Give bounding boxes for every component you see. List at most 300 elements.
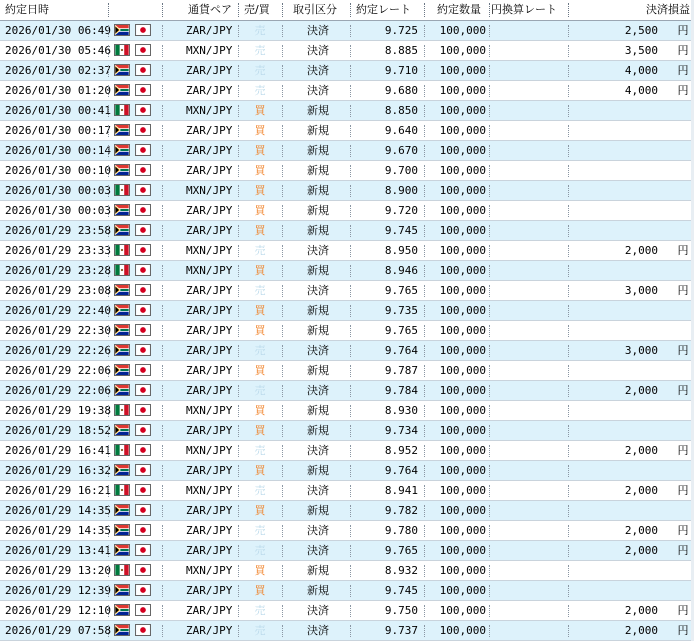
cell-side: 買: [254, 264, 266, 277]
cell-yen-unit: 円: [677, 484, 689, 497]
header-conv[interactable]: 円換算レート: [491, 3, 557, 16]
cell-qty: 100,000: [439, 24, 486, 37]
cell-flags: [112, 501, 158, 520]
cell-datetime: 2026/01/29 14:35: [5, 504, 111, 517]
cell-rate: 9.725: [384, 24, 418, 37]
table-row[interactable]: [0, 381, 694, 401]
cell-side: 売: [254, 524, 266, 537]
column-divider: [282, 245, 283, 257]
cell-pair: MXN/JPY: [186, 404, 233, 417]
column-divider: [162, 145, 163, 157]
table-row[interactable]: [0, 61, 694, 81]
cell-pair: MXN/JPY: [186, 44, 233, 57]
column-divider: [162, 185, 163, 197]
cell-yen-unit: [674, 121, 692, 140]
column-divider: [282, 585, 283, 597]
table-row[interactable]: [0, 601, 694, 621]
column-divider: [108, 305, 109, 317]
cell-pl: 3,000: [624, 344, 658, 357]
column-divider: [108, 245, 109, 257]
column-divider: [568, 145, 569, 157]
cell-pl: [580, 301, 658, 320]
cell-flags: [112, 621, 158, 640]
cell-flags: [112, 481, 158, 500]
column-divider: [424, 185, 425, 197]
table-row[interactable]: [0, 261, 694, 281]
cell-conv-rate: [492, 101, 572, 120]
south-africa-flag-icon: [114, 424, 130, 436]
cell-rate: 9.640: [384, 124, 418, 137]
column-divider: [282, 565, 283, 577]
cell-flags: [112, 201, 158, 220]
column-divider: [568, 305, 569, 317]
cell-yen-unit: 円: [677, 624, 689, 637]
cell-conv-rate: [492, 521, 572, 540]
column-divider: [282, 525, 283, 537]
cell-pair: ZAR/JPY: [186, 464, 233, 477]
table-row[interactable]: [0, 581, 694, 601]
column-divider: [108, 165, 109, 177]
table-row[interactable]: [0, 441, 694, 461]
column-divider: [282, 385, 283, 397]
cell-qty: 100,000: [439, 264, 486, 277]
column-divider: [424, 525, 425, 537]
column-divider: [282, 425, 283, 437]
cell-side: 買: [254, 564, 266, 577]
japan-flag-icon: [135, 124, 151, 136]
table-row[interactable]: [0, 521, 694, 541]
cell-kind: 新規: [307, 304, 329, 317]
south-africa-flag-icon: [114, 204, 130, 216]
column-divider[interactable]: [162, 3, 163, 17]
column-divider: [282, 265, 283, 277]
cell-side: 買: [254, 204, 266, 217]
south-africa-flag-icon: [114, 344, 130, 356]
cell-pl: 2,000: [624, 604, 658, 617]
cell-yen-unit: [674, 301, 692, 320]
mexico-flag-icon: [114, 564, 130, 576]
column-divider: [282, 545, 283, 557]
cell-qty: 100,000: [439, 564, 486, 577]
cell-rate: 8.885: [384, 44, 418, 57]
cell-yen-unit: 円: [677, 284, 689, 297]
table-row[interactable]: [0, 141, 694, 161]
mexico-flag-icon: [114, 44, 130, 56]
cell-kind: 決済: [307, 544, 329, 557]
table-row[interactable]: [0, 221, 694, 241]
cell-qty: 100,000: [439, 324, 486, 337]
cell-qty: 100,000: [439, 424, 486, 437]
cell-kind: 新規: [307, 124, 329, 137]
cell-side: 売: [254, 484, 266, 497]
cell-conv-rate: [492, 581, 572, 600]
cell-side: 買: [254, 424, 266, 437]
column-divider: [489, 545, 490, 557]
cell-rate: 8.941: [384, 484, 418, 497]
cell-flags: [112, 341, 158, 360]
cell-rate: 9.765: [384, 324, 418, 337]
column-divider: [350, 45, 351, 57]
column-divider: [162, 425, 163, 437]
cell-conv-rate: [492, 201, 572, 220]
column-divider: [282, 305, 283, 317]
header-rate[interactable]: 約定レート: [356, 3, 411, 16]
cell-yen-unit: 円: [677, 44, 689, 57]
column-divider: [424, 425, 425, 437]
column-divider: [238, 305, 239, 317]
japan-flag-icon: [135, 264, 151, 276]
japan-flag-icon: [135, 604, 151, 616]
cell-pair: ZAR/JPY: [186, 384, 233, 397]
column-divider: [424, 545, 425, 557]
table-row[interactable]: [0, 361, 694, 381]
cell-pair: ZAR/JPY: [186, 604, 233, 617]
cell-kind: 決済: [307, 604, 329, 617]
cell-flags: [112, 421, 158, 440]
table-row[interactable]: [0, 101, 694, 121]
column-divider: [282, 165, 283, 177]
column-divider[interactable]: [108, 3, 109, 17]
mexico-flag-icon: [114, 484, 130, 496]
column-divider[interactable]: [568, 3, 569, 17]
cell-yen-unit: [674, 421, 692, 440]
japan-flag-icon: [135, 504, 151, 516]
table-row[interactable]: [0, 421, 694, 441]
cell-pl: [580, 401, 658, 420]
cell-qty: 100,000: [439, 544, 486, 557]
cell-flags: [112, 601, 158, 620]
cell-pair: ZAR/JPY: [186, 24, 233, 37]
cell-datetime: 2026/01/30 00:14: [5, 144, 111, 157]
column-divider: [282, 145, 283, 157]
table-row[interactable]: [0, 541, 694, 561]
cell-kind: 新規: [307, 464, 329, 477]
cell-rate: 9.764: [384, 344, 418, 357]
column-divider: [238, 385, 239, 397]
table-row[interactable]: [0, 501, 694, 521]
table-row[interactable]: [0, 281, 694, 301]
cell-side: 買: [254, 304, 266, 317]
cell-conv-rate: [492, 381, 572, 400]
japan-flag-icon: [135, 224, 151, 236]
cell-conv-rate: [492, 601, 572, 620]
cell-conv-rate: [492, 501, 572, 520]
cell-conv-rate: [492, 621, 572, 640]
cell-rate: 8.900: [384, 184, 418, 197]
cell-pair: ZAR/JPY: [186, 584, 233, 597]
cell-side: 買: [254, 144, 266, 157]
table-row[interactable]: [0, 161, 694, 181]
table-row[interactable]: [0, 561, 694, 581]
cell-qty: 100,000: [439, 444, 486, 457]
table-row[interactable]: [0, 341, 694, 361]
column-divider: [108, 625, 109, 637]
cell-pl: 2,000: [624, 444, 658, 457]
cell-rate: 9.737: [384, 624, 418, 637]
table-row[interactable]: [0, 121, 694, 141]
table-row[interactable]: [0, 21, 694, 41]
column-divider: [424, 205, 425, 217]
column-divider: [489, 365, 490, 377]
column-divider[interactable]: [489, 3, 490, 17]
column-divider: [424, 105, 425, 117]
column-divider: [489, 625, 490, 637]
cell-pl: 2,000: [624, 624, 658, 637]
column-divider: [568, 565, 569, 577]
column-divider[interactable]: [350, 3, 351, 17]
cell-flags: [112, 361, 158, 380]
japan-flag-icon: [135, 304, 151, 316]
cell-qty: 100,000: [439, 364, 486, 377]
cell-flags: [112, 241, 158, 260]
column-divider: [424, 65, 425, 77]
column-divider: [350, 145, 351, 157]
column-divider: [162, 465, 163, 477]
cell-flags: [112, 301, 158, 320]
cell-datetime: 2026/01/30 00:10: [5, 164, 111, 177]
column-divider: [350, 65, 351, 77]
cell-yen-unit: [674, 501, 692, 520]
table-row[interactable]: [0, 401, 694, 421]
column-divider: [489, 145, 490, 157]
column-divider: [350, 125, 351, 137]
column-divider: [489, 605, 490, 617]
column-divider: [282, 185, 283, 197]
table-row[interactable]: [0, 81, 694, 101]
column-divider: [568, 225, 569, 237]
mexico-flag-icon: [114, 184, 130, 196]
header-pair[interactable]: 通貨ペア: [188, 3, 232, 16]
cell-datetime: 2026/01/30 00:03: [5, 184, 111, 197]
table-row[interactable]: [0, 621, 694, 641]
south-africa-flag-icon: [114, 464, 130, 476]
cell-conv-rate: [492, 81, 572, 100]
cell-side: 売: [254, 384, 266, 397]
table-row[interactable]: [0, 41, 694, 61]
cell-conv-rate: [492, 121, 572, 140]
column-divider: [489, 445, 490, 457]
cell-datetime: 2026/01/29 14:35: [5, 524, 111, 537]
column-divider: [350, 465, 351, 477]
cell-kind: 新規: [307, 404, 329, 417]
cell-rate: 9.782: [384, 504, 418, 517]
column-divider: [238, 345, 239, 357]
column-divider: [489, 465, 490, 477]
cell-pair: ZAR/JPY: [186, 64, 233, 77]
cell-yen-unit: 円: [677, 84, 689, 97]
column-divider: [489, 65, 490, 77]
table-row[interactable]: [0, 181, 694, 201]
cell-conv-rate: [492, 41, 572, 60]
column-divider: [238, 265, 239, 277]
table-row[interactable]: [0, 301, 694, 321]
cell-datetime: 2026/01/29 23:08: [5, 284, 111, 297]
header-qty[interactable]: 約定数量: [437, 3, 481, 16]
column-divider[interactable]: [238, 3, 239, 17]
cell-qty: 100,000: [439, 604, 486, 617]
header-side[interactable]: 売/買: [244, 3, 270, 16]
south-africa-flag-icon: [114, 364, 130, 376]
cell-conv-rate: [492, 361, 572, 380]
column-divider: [350, 305, 351, 317]
column-divider: [108, 545, 109, 557]
cell-pair: MXN/JPY: [186, 244, 233, 257]
column-divider: [489, 265, 490, 277]
cell-kind: 新規: [307, 104, 329, 117]
column-divider: [238, 565, 239, 577]
cell-flags: [112, 81, 158, 100]
column-divider: [238, 105, 239, 117]
column-divider: [568, 405, 569, 417]
column-divider: [238, 405, 239, 417]
cell-rate: 9.780: [384, 524, 418, 537]
japan-flag-icon: [135, 404, 151, 416]
cell-datetime: 2026/01/30 00:03: [5, 204, 111, 217]
cell-rate: 8.930: [384, 404, 418, 417]
cell-yen-unit: 円: [677, 244, 689, 257]
japan-flag-icon: [135, 484, 151, 496]
cell-pl: 2,500: [624, 24, 658, 37]
cell-pl: [580, 261, 658, 280]
cell-kind: 新規: [307, 564, 329, 577]
cell-side: 売: [254, 344, 266, 357]
cell-flags: [112, 321, 158, 340]
japan-flag-icon: [135, 24, 151, 36]
cell-datetime: 2026/01/29 22:26: [5, 344, 111, 357]
cell-flags: [112, 21, 158, 40]
cell-yen-unit: 円: [677, 444, 689, 457]
japan-flag-icon: [135, 64, 151, 76]
mexico-flag-icon: [114, 444, 130, 456]
table-row[interactable]: [0, 241, 694, 261]
cell-kind: 決済: [307, 84, 329, 97]
column-divider: [568, 265, 569, 277]
column-divider: [162, 365, 163, 377]
column-divider: [568, 245, 569, 257]
cell-qty: 100,000: [439, 184, 486, 197]
cell-pl: 2,000: [624, 244, 658, 257]
cell-conv-rate: [492, 321, 572, 340]
cell-qty: 100,000: [439, 84, 486, 97]
column-divider: [108, 365, 109, 377]
column-divider: [568, 25, 569, 37]
column-divider: [162, 325, 163, 337]
south-africa-flag-icon: [114, 504, 130, 516]
cell-conv-rate: [492, 341, 572, 360]
cell-yen-unit: 円: [677, 544, 689, 557]
cell-rate: 9.784: [384, 384, 418, 397]
column-divider: [282, 45, 283, 57]
cell-conv-rate: [492, 61, 572, 80]
cell-datetime: 2026/01/29 23:33: [5, 244, 111, 257]
column-divider: [424, 125, 425, 137]
cell-datetime: 2026/01/29 22:06: [5, 364, 111, 377]
cell-rate: 9.734: [384, 424, 418, 437]
cell-pl: 2,000: [624, 524, 658, 537]
cell-flags: [112, 41, 158, 60]
cell-pair: ZAR/JPY: [186, 504, 233, 517]
cell-yen-unit: [674, 201, 692, 220]
column-divider: [162, 625, 163, 637]
cell-conv-rate: [492, 261, 572, 280]
cell-side: 買: [254, 224, 266, 237]
column-divider: [350, 105, 351, 117]
cell-kind: 決済: [307, 344, 329, 357]
cell-conv-rate: [492, 481, 572, 500]
cell-pair: ZAR/JPY: [186, 344, 233, 357]
column-divider: [568, 425, 569, 437]
cell-qty: 100,000: [439, 64, 486, 77]
table-row[interactable]: [0, 321, 694, 341]
column-divider: [238, 505, 239, 517]
column-divider: [568, 205, 569, 217]
south-africa-flag-icon: [114, 84, 130, 96]
column-divider: [238, 465, 239, 477]
column-divider: [568, 485, 569, 497]
cell-pl: [580, 421, 658, 440]
south-africa-flag-icon: [114, 24, 130, 36]
cell-rate: 9.710: [384, 64, 418, 77]
cell-pair: ZAR/JPY: [186, 124, 233, 137]
table-row[interactable]: [0, 461, 694, 481]
column-divider: [108, 485, 109, 497]
cell-kind: 決済: [307, 24, 329, 37]
column-divider: [108, 425, 109, 437]
cell-rate: 8.950: [384, 244, 418, 257]
column-divider: [568, 85, 569, 97]
column-divider: [424, 305, 425, 317]
column-divider[interactable]: [424, 3, 425, 17]
cell-flags: [112, 141, 158, 160]
column-divider: [489, 385, 490, 397]
cell-flags: [112, 561, 158, 580]
column-divider: [568, 445, 569, 457]
south-africa-flag-icon: [114, 524, 130, 536]
header-pl[interactable]: 決済損益: [646, 3, 690, 16]
column-divider: [162, 405, 163, 417]
cell-qty: 100,000: [439, 464, 486, 477]
cell-datetime: 2026/01/29 18:52: [5, 424, 111, 437]
column-divider[interactable]: [282, 3, 283, 17]
column-divider: [282, 505, 283, 517]
cell-kind: 決済: [307, 524, 329, 537]
column-divider: [568, 625, 569, 637]
column-divider: [424, 465, 425, 477]
table-row[interactable]: [0, 481, 694, 501]
cell-conv-rate: [492, 401, 572, 420]
column-divider: [238, 125, 239, 137]
column-divider: [238, 445, 239, 457]
table-row[interactable]: [0, 201, 694, 221]
header-kind[interactable]: 取引区分: [293, 3, 337, 16]
cell-conv-rate: [492, 461, 572, 480]
cell-yen-unit: [674, 141, 692, 160]
cell-datetime: 2026/01/29 22:40: [5, 304, 111, 317]
cell-qty: 100,000: [439, 124, 486, 137]
column-divider: [350, 505, 351, 517]
column-divider: [489, 285, 490, 297]
column-divider: [162, 165, 163, 177]
mexico-flag-icon: [114, 104, 130, 116]
column-divider: [162, 105, 163, 117]
cell-kind: 新規: [307, 424, 329, 437]
column-divider: [162, 45, 163, 57]
header-datetime[interactable]: 約定日時: [5, 3, 49, 16]
cell-kind: 新規: [307, 504, 329, 517]
column-divider: [489, 565, 490, 577]
cell-rate: 9.680: [384, 84, 418, 97]
column-divider: [350, 245, 351, 257]
